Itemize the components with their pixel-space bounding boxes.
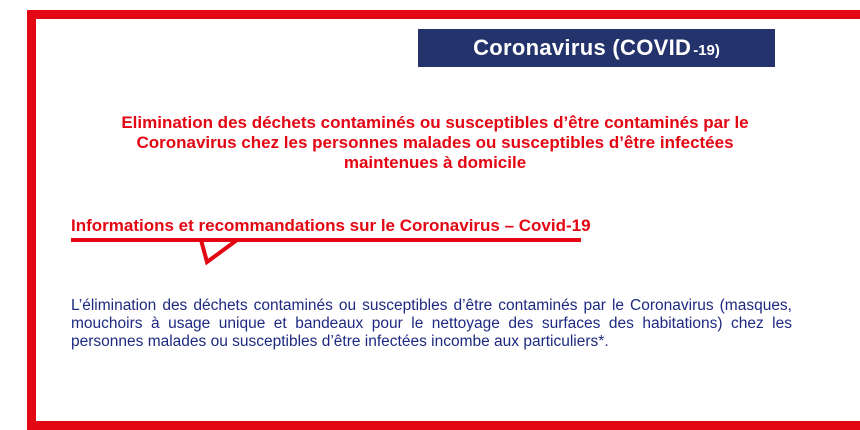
banner-subtitle: -19)	[693, 41, 720, 59]
section-heading: Informations et recommandations sur le Coronavirus – Covid-19	[71, 216, 591, 235]
title-line-3: maintenues à domicile	[343, 153, 527, 172]
body-paragraph: L’élimination des déchets contaminés ou susceptibles d’être contaminés par le Coronavirus (masques, mouchoirs à usage unique et bandeaux pour le nettoyage des surfaces des habitations) chez les personnes malades ou susceptibles d’être infectées incombe aux particuliers*.	[71, 297, 792, 350]
title-line-2: Coronavirus chez les personnes malades ou susceptibles d’être infectées	[136, 133, 734, 152]
document-title	[60, 113, 810, 173]
banner-title: Coronavirus (COVID	[473, 35, 692, 60]
coronavirus-banner	[418, 29, 775, 67]
heading-underline-callout	[69, 238, 581, 270]
underline-callout-shape	[71, 240, 581, 262]
title-line-1: Elimination des déchets contaminés ou susceptibles d’être contaminés par le	[121, 113, 749, 132]
